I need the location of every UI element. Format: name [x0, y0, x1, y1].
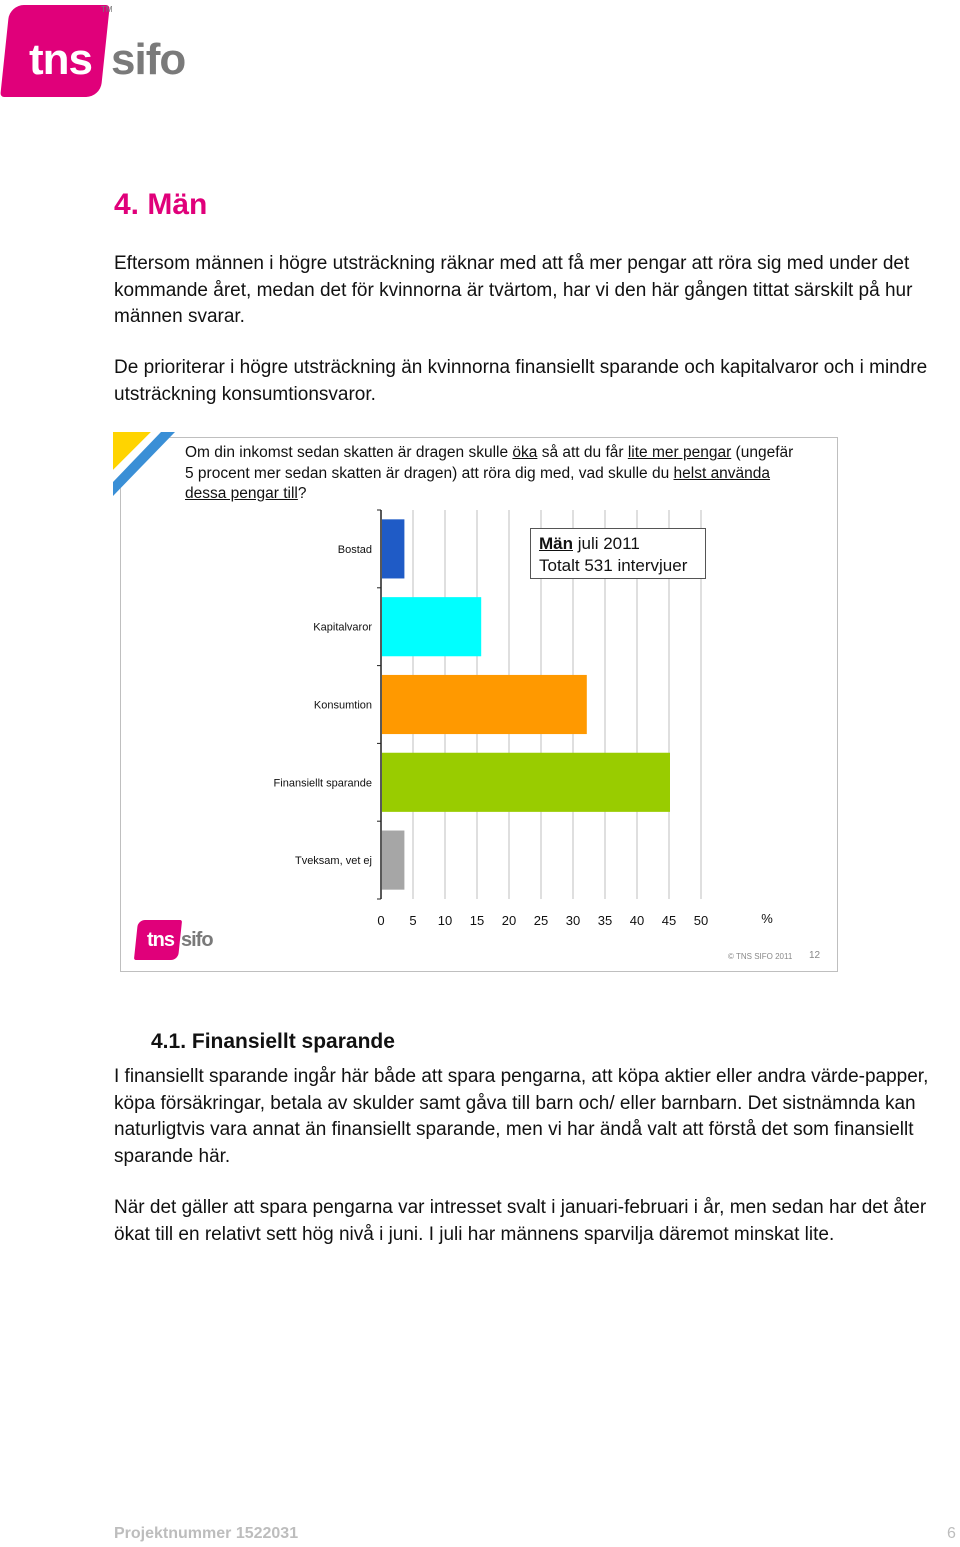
- bar-kapitalvaror: [382, 597, 481, 656]
- subsection-title: 4.1. Finansiellt sparande: [151, 1030, 395, 1053]
- section-paragraph-2: De prioriterar i högre utsträckning än kvinnorna finansiellt sparande och kapitalvaror och i mindre utsträckning konsumtionsvaror.: [114, 357, 928, 405]
- slide-logo-sifo: sifo: [181, 929, 213, 951]
- question-text-e: (ungefär 5 procent mer sedan skatten är dragen) att röra dig med, vad skulle du: [185, 444, 794, 482]
- x-tick-label: 15: [469, 913, 485, 928]
- chart-legend-box: [530, 528, 706, 579]
- x-tick-label: 35: [597, 913, 613, 928]
- slide-logo: [136, 918, 226, 960]
- x-tick-label: 50: [693, 913, 709, 928]
- category-label: Konsumtion: [313, 699, 372, 712]
- x-tick-label: 0: [377, 913, 385, 928]
- category-label: Tveksam, vet ej: [294, 855, 372, 868]
- section-paragraph-1: Eftersom männen i högre utsträckning räknar med att få mer pengar att röra sig med under det kommande året, medan det för kvinnorna är tvärtom, har vi den här gången tittat särskilt på hur männen svarar.: [114, 253, 913, 327]
- category-label: Kapitalvaror: [313, 621, 372, 634]
- legend-period: juli 2011: [573, 534, 640, 553]
- slide-number: 12: [809, 950, 821, 961]
- bar-finansiellt-sparande: [382, 753, 670, 812]
- bar-tveksam-vet-ej: [382, 831, 404, 890]
- slide-copyright: © TNS SIFO 2011: [728, 952, 793, 961]
- legend-line-1: [539, 533, 697, 555]
- x-tick-label: 5: [409, 913, 417, 928]
- bar-konsumtion: [382, 675, 587, 734]
- question-text-lite-mer-pengar: lite mer pengar: [627, 444, 732, 461]
- question-text-c: så att du får: [537, 444, 628, 461]
- footer-project-number: Projektnummer 1522031: [114, 1525, 299, 1542]
- x-tick-label: 40: [629, 913, 645, 928]
- x-tick-label: 30: [565, 913, 581, 928]
- x-tick-label: 25: [533, 913, 549, 928]
- bar-bostad: [382, 519, 404, 578]
- slide-corner-decoration: [113, 432, 175, 496]
- legend-group: Män: [539, 534, 573, 553]
- question-text-g: ?: [297, 485, 307, 502]
- logo-text-sifo: sifo: [111, 35, 186, 84]
- x-tick-label: 20: [501, 913, 517, 928]
- x-tick-label: 45: [661, 913, 677, 928]
- question-text-a: Om din inkomst sedan skatten är dragen skulle: [185, 444, 513, 461]
- question-text-oka: öka: [512, 444, 538, 461]
- slide-logo-tns: tns: [147, 929, 174, 951]
- category-label: Finansiellt sparande: [273, 777, 372, 790]
- legend-line-2: Totalt 531 intervjuer: [539, 555, 688, 575]
- x-axis-unit-label: %: [761, 911, 773, 926]
- survey-question: [185, 443, 805, 505]
- logo-trademark: TM: [101, 5, 113, 14]
- category-label: Bostad: [337, 543, 372, 556]
- subsection-paragraph-1: I finansiellt sparande ingår här både att spara pengarna, att köpa aktier eller andra värde-papper, köpa försäkringar, betala av skulder samt gåva till barn och/ eller barnbarn. Det sistnämnda kan naturligtvis vara annat än finansiellt sparande, men vi har ändå valt att förstå det som finansiellt sparande här.: [114, 1066, 929, 1167]
- footer-page-number: 6: [947, 1525, 956, 1542]
- subsection-paragraph-2: När det gäller att spara pengarna var intresset svalt i januari-februari i år, men sedan har det åter ökat till en relativt sett hög nivå i juni. I juli har männens sparvilja däremot minskat lite.: [114, 1197, 927, 1245]
- x-tick-label: 10: [437, 913, 453, 928]
- question-text-helst-anvanda: helst använda dessa pengar till: [185, 464, 771, 502]
- tns-sifo-logo: [5, 5, 195, 100]
- section-title: 4. Män: [114, 188, 208, 221]
- logo-text-tns: tns: [29, 35, 92, 84]
